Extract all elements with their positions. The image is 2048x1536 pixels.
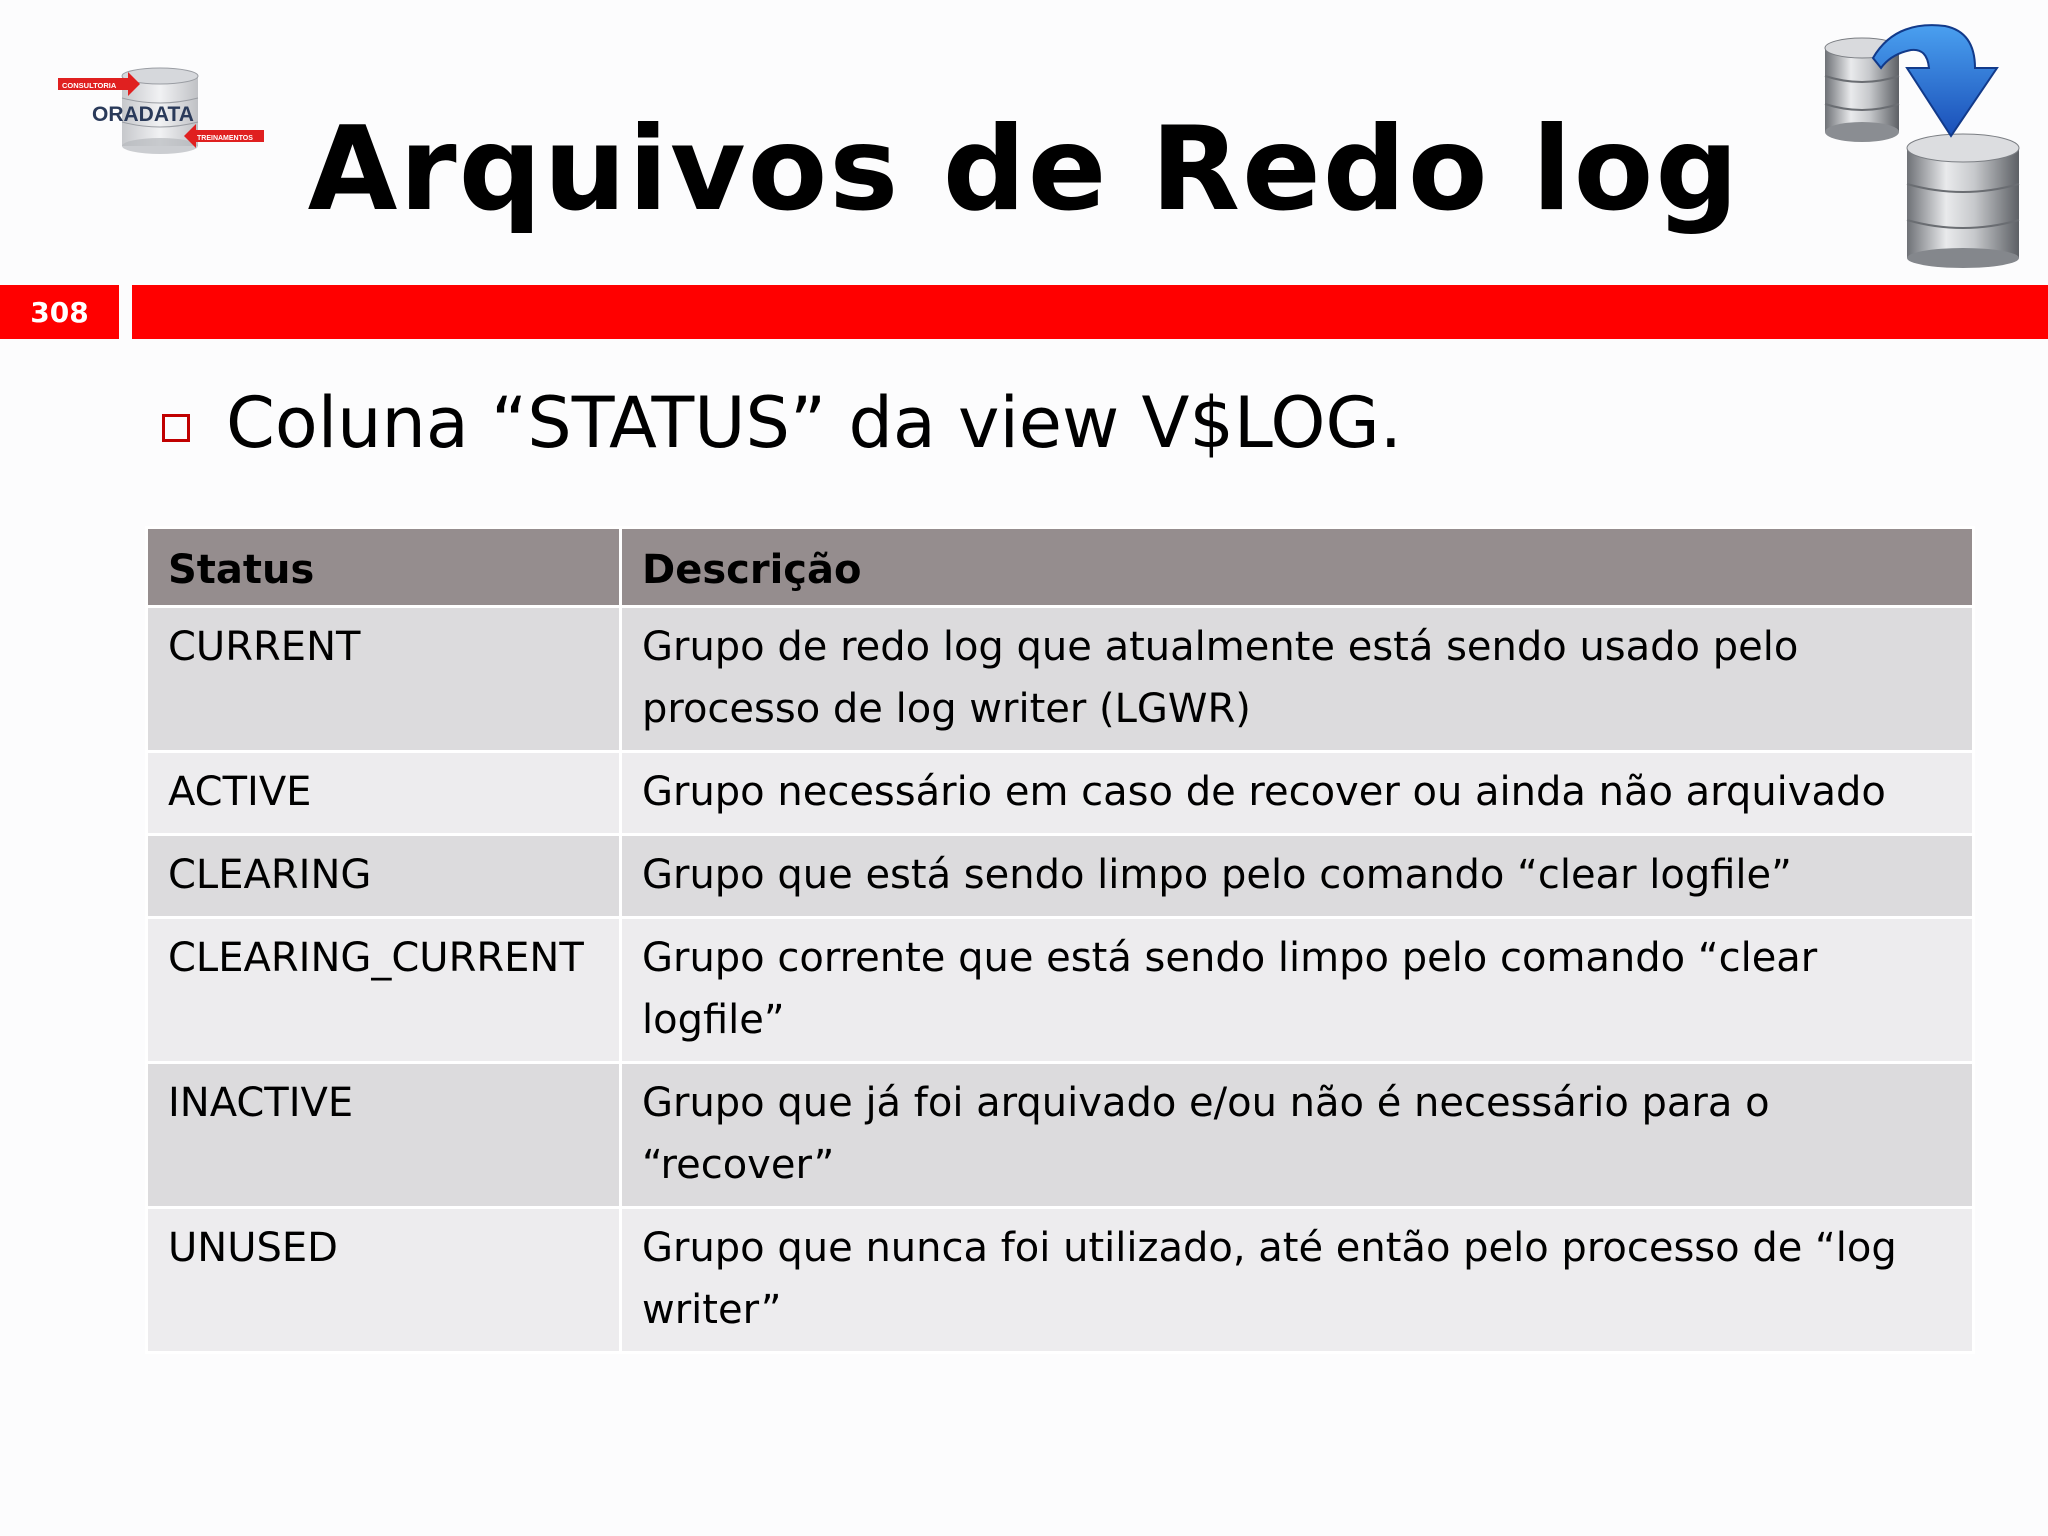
status-cell: INACTIVE <box>147 1063 621 1208</box>
square-bullet-icon <box>162 414 190 442</box>
slide-title: Arquivos de Redo log <box>307 102 1741 237</box>
table-row <box>147 918 1974 1063</box>
table-row <box>147 607 1974 752</box>
logo-brand: ORADATA <box>92 103 194 126</box>
description-cell: Grupo corrente que está sendo limpo pelo comando “clear logfile” <box>621 918 1974 1063</box>
table-header-row <box>147 528 1974 607</box>
logo-top-banner: CONSULTORIA <box>62 81 117 90</box>
description-cell: Grupo que nunca foi utilizado, até então pelo processo de “log writer” <box>621 1208 1974 1353</box>
bullet-item <box>162 378 1402 468</box>
table-row <box>147 1063 1974 1208</box>
bullet-text: Coluna “STATUS” da view V$LOG. <box>226 382 1402 464</box>
description-cell: Grupo que já foi arquivado e/ou não é necessário para o “recover” <box>621 1063 1974 1208</box>
status-cell: CURRENT <box>147 607 621 752</box>
column-header-status: Status <box>147 528 621 607</box>
status-cell: UNUSED <box>147 1208 621 1353</box>
table-row <box>147 1208 1974 1353</box>
table-row <box>147 752 1974 835</box>
description-cell: Grupo que está sendo limpo pelo comando “clear logfile” <box>621 835 1974 918</box>
description-cell: Grupo de redo log que atualmente está sendo usado pelo processo de log writer (LGWR) <box>621 607 1974 752</box>
column-header-description: Descrição <box>621 528 1974 607</box>
status-cell: CLEARING <box>147 835 621 918</box>
status-cell: CLEARING_CURRENT <box>147 918 621 1063</box>
description-cell: Grupo necessário em caso de recover ou ainda não arquivado <box>621 752 1974 835</box>
table-row <box>147 835 1974 918</box>
page-number: 308 <box>0 285 119 339</box>
logo-bottom-banner: TREINAMENTOS <box>197 135 253 142</box>
status-cell: ACTIVE <box>147 752 621 835</box>
status-table <box>145 526 1975 1354</box>
header-divider-bar <box>132 285 2048 339</box>
